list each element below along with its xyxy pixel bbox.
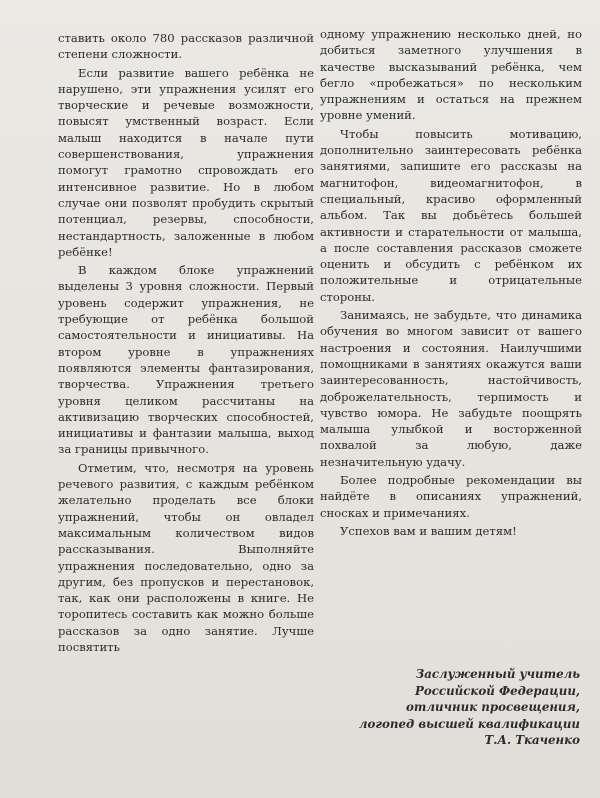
paragraph-right-5: Успехов вам и вашим детям! [340,523,517,538]
author-signature [340,666,580,749]
signature-name: Т.А. Ткаченко [484,733,580,747]
paragraph-left-2: Если развитие вашего ребёнка не нарушено, эти упражнения усилят его творческие и речевые возможности, повысят умственный возраст. Если малыш находится в начале пути совершенствования, упражнения помогут грамотно спровождать его интенсивное развитие. Но в любом случае они позволят пробудить скрытый потенциал, резервы, способности, нестандартность, заложенные в любом ребёнке! [58,65,314,259]
paragraph-right-1: одному упражнению несколько дней, но добиться заметного улучшения в качестве высказываний ребёнка, чем бегло «пробежаться» по нескольким упражнениям и остаться на прежнем уровне умений. [320,27,582,123]
paragraph-right-2: Чтобы повысить мотивацию, дополнительно заинтересовать ребёнка занятиями, запишите его рассказы на магнитофон, видеомагнитофон, в специальный, красиво оформленный альбом. Так вы добьётесь большей активности и старательности от малыша, а после составления рассказов сможете оценить и обсудить с ребёнком их положительные и отрицательные стороны. [320,126,582,304]
paragraph-left-3: В каждом блоке упражнений выделены 3 уровня сложности. Первый уровень содержит упражнения, не требующие от ребёнка большой самостоятельности и инициативы. На втором уровне в упражнениях появляются элементы фантазирования, творчества. Упражнения третьего уровня целиком рассчитаны на активизацию творческих способностей, инициативы и фантазии малыша, выход за границы привычного. [58,263,314,457]
signature-title: Заслуженный учитель [415,667,580,681]
signature-qualification: логопед высшей квалификации [358,716,580,731]
paragraph-right-4: Более подробные рекомендации вы найдёте в описаниях упражнений, сносках и примечаниях. [320,473,582,520]
right-column [320,26,582,539]
paragraph-left-1: ставить около 780 рассказов различной степени сложности. [58,31,314,62]
paragraph-right-3: Занимаясь, не забудьте, что динамика обучения во многом зависит от вашего настроения и состояния. Наилучшими помощниками в занятиях окажутся ваши заинтересованность, настойчивость, доброжелательность, терпимость и чувство юмора. Не забудьте поощрять малыша улыбкой и восторженной похвалой за любую, даже незначительную удачу. [320,308,582,469]
left-column [58,30,314,655]
paragraph-left-4: Отметим, что, несмотря на уровень речевого развития, с каждым ребёнком желательно проделать все блоки упражнений, чтобы он овладел максимальным количеством видов рассказывания. Выполняйте упражнения последовательно, одно за другим, без пропусков и перестановок, так, как они расположены в книге. Не торопитесь составить как можно больше рассказов за одно занятие. Лучше посвятить [58,460,314,654]
signature-award: отличник просвещения, [406,700,580,714]
signature-country: Российской Федерации, [414,683,580,698]
